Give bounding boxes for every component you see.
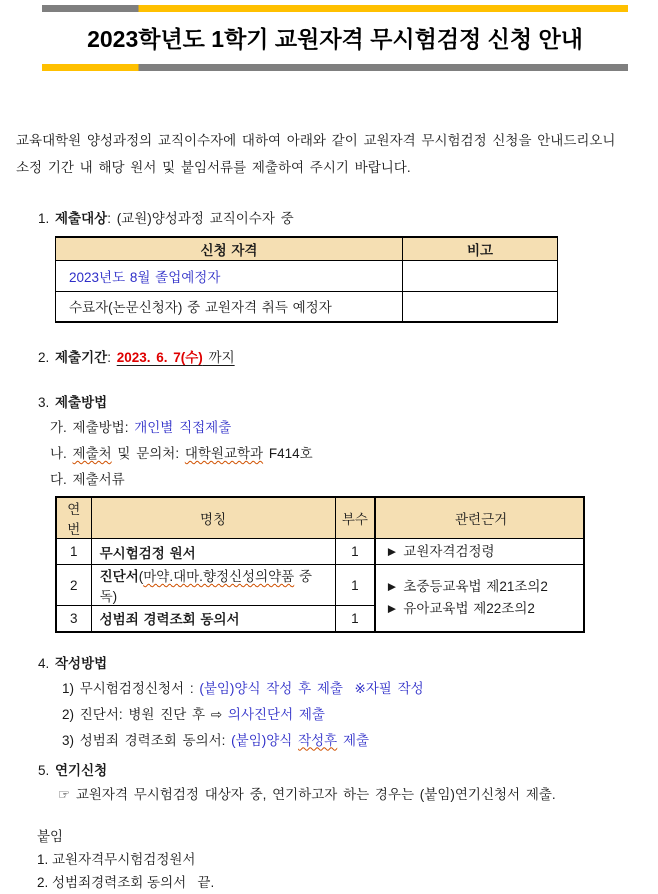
eligibility-row-2-qualification: 수료자(논문신청자) 중 교원자격 취득 예정자 bbox=[56, 291, 403, 322]
eligibility-header-note: 비고 bbox=[403, 237, 558, 260]
section-2-number: 2. bbox=[38, 350, 56, 365]
eligibility-row-2-note bbox=[403, 291, 558, 322]
postpone-note: ☞ 교원자격 무시험검정 대상자 중, 연기하고자 하는 경우는 (붙임)연기신청서 제출. bbox=[58, 786, 556, 802]
section-1-rest: : (교원)양성과정 교직이수자 중 bbox=[107, 211, 294, 226]
section-3-heading bbox=[38, 391, 658, 411]
section-1-heading bbox=[38, 207, 658, 227]
documents-header-row bbox=[56, 497, 584, 539]
documents-row-1-no: 1 bbox=[56, 539, 91, 565]
page-title: 2023학년도 1학기 교원자격 무시험검정 신청 안내 bbox=[87, 26, 583, 52]
documents-row-3-no: 3 bbox=[56, 606, 91, 632]
write-method-item-2 bbox=[62, 705, 658, 724]
section-2-heading bbox=[38, 346, 658, 366]
documents-row-1-count: 1 bbox=[335, 539, 375, 565]
section-5-number: 5. bbox=[38, 762, 56, 778]
write-method-2-prefix: 2) 진단서: 병원 진단 후 ⇨ bbox=[62, 706, 228, 722]
documents-header-count: 부수 bbox=[335, 497, 375, 539]
basis-early-childhood-law: ► 유아교육법 제22조의2 bbox=[385, 600, 535, 616]
submission-place-word-1: 제출처 bbox=[72, 446, 112, 461]
documents-header-name: 명칭 bbox=[91, 497, 335, 539]
eligibility-row-1 bbox=[56, 260, 558, 291]
submission-place-word-2: 대학원교학과 bbox=[184, 446, 264, 461]
write-method-1-instruction: (붙임)양식 작성 후 제출 ※자필 작성 bbox=[199, 680, 424, 696]
submission-method-item bbox=[50, 418, 658, 437]
documents-row-2-name: 진단서(마약.대마.향정신성의약품 중독) bbox=[91, 565, 335, 606]
eligibility-header-row bbox=[56, 237, 558, 260]
documents-row-3-count: 1 bbox=[335, 606, 375, 632]
documents-row-2 bbox=[56, 565, 584, 606]
submission-documents-item: 다. 제출서류 bbox=[50, 472, 125, 487]
write-method-2-instruction: 의사진단서 제출 bbox=[227, 706, 325, 722]
eligibility-row-1-note bbox=[403, 260, 558, 291]
intro-line-2: 소정 기간 내 해당 원서 및 붙임서류를 제출하여 주시기 바랍니다. bbox=[16, 160, 411, 175]
section-4-heading bbox=[38, 652, 658, 672]
deadline-suffix: 까지 bbox=[202, 350, 235, 365]
write-method-3-wavy-word: 작성후 bbox=[298, 732, 338, 748]
section-4-label: 작성방법 bbox=[55, 655, 108, 671]
eligibility-table bbox=[55, 236, 558, 323]
documents-row-2-name-detail: 마약.대마.향정신성의약품 bbox=[143, 569, 295, 584]
submission-method-value: 개인별 직접제출 bbox=[134, 420, 232, 435]
eligibility-header-qualification: 신청 자격 bbox=[56, 237, 403, 260]
documents-header-basis: 관련근거 bbox=[375, 497, 584, 539]
section-2-colon: : bbox=[107, 350, 117, 365]
write-method-item-3: 3) 성범죄 경력조회 동의서: (붙임)양식 작성후 제출 bbox=[62, 732, 370, 748]
intro-paragraph bbox=[16, 127, 644, 181]
documents-row-1-name: 무시험검정 원서 bbox=[99, 545, 196, 561]
section-4-number: 4. bbox=[38, 655, 56, 671]
basis-elementary-secondary-law: ► 초중등교육법 제21조의2 bbox=[385, 578, 548, 594]
attachments-label: 붙임 bbox=[37, 828, 64, 844]
submission-place-room: F414호 bbox=[263, 446, 313, 461]
section-3-number: 3. bbox=[38, 395, 56, 410]
intro-line-1: 교육대학원 양성과정의 교직이수자에 대하여 아래와 같이 교원자격 무시험검정 신청을 안내드리오니 bbox=[16, 133, 616, 148]
bottom-accent-bar bbox=[42, 64, 628, 71]
submission-place-item bbox=[50, 444, 658, 463]
write-method-item-1 bbox=[62, 679, 658, 698]
documents-row-2-count: 1 bbox=[335, 565, 375, 606]
documents-merged-basis bbox=[375, 565, 584, 632]
section-1-number: 1. bbox=[38, 211, 56, 226]
section-2-label: 제출기간 bbox=[55, 350, 108, 365]
documents-row-1-basis: ► 교원자격검정령 bbox=[375, 539, 584, 565]
attachments-block bbox=[37, 825, 658, 894]
documents-row-1 bbox=[56, 539, 584, 565]
deadline-date: 2023. 6. 7(수) bbox=[116, 350, 203, 365]
attachment-item-2: 2. 성범죄경력조회 동의서 끝. bbox=[37, 874, 215, 890]
section-5-heading bbox=[38, 759, 658, 779]
documents-header-no: 연번 bbox=[56, 497, 91, 539]
submission-place-prefix: 나. bbox=[50, 446, 73, 461]
write-method-3-prefix: 3) 성범죄 경력조회 동의서: bbox=[62, 732, 232, 748]
attachment-item-1: 1. 교원자격무시험검정원서 bbox=[37, 851, 196, 867]
section-3-label: 제출방법 bbox=[55, 395, 108, 410]
documents-row-2-name-main: 진단서 bbox=[99, 569, 139, 584]
section-5-label: 연기신청 bbox=[55, 762, 108, 778]
documents-row-3-name: 성범죄 경력조회 동의서 bbox=[99, 612, 240, 628]
eligibility-row-2 bbox=[56, 291, 558, 322]
section-1-label: 제출대상 bbox=[55, 211, 108, 226]
write-method-1-prefix: 1) 무시험검정신청서 : bbox=[62, 680, 200, 696]
documents-row-2-no: 2 bbox=[56, 565, 91, 606]
eligibility-row-1-qualification: 2023년도 8월 졸업예정자 bbox=[56, 260, 403, 291]
documents-table bbox=[55, 496, 585, 633]
document-page bbox=[0, 5, 658, 894]
top-accent-bar bbox=[42, 5, 628, 12]
submission-method-prefix: 가. 제출방법: bbox=[50, 420, 135, 435]
submission-place-mid: 및 문의처: bbox=[111, 446, 185, 461]
